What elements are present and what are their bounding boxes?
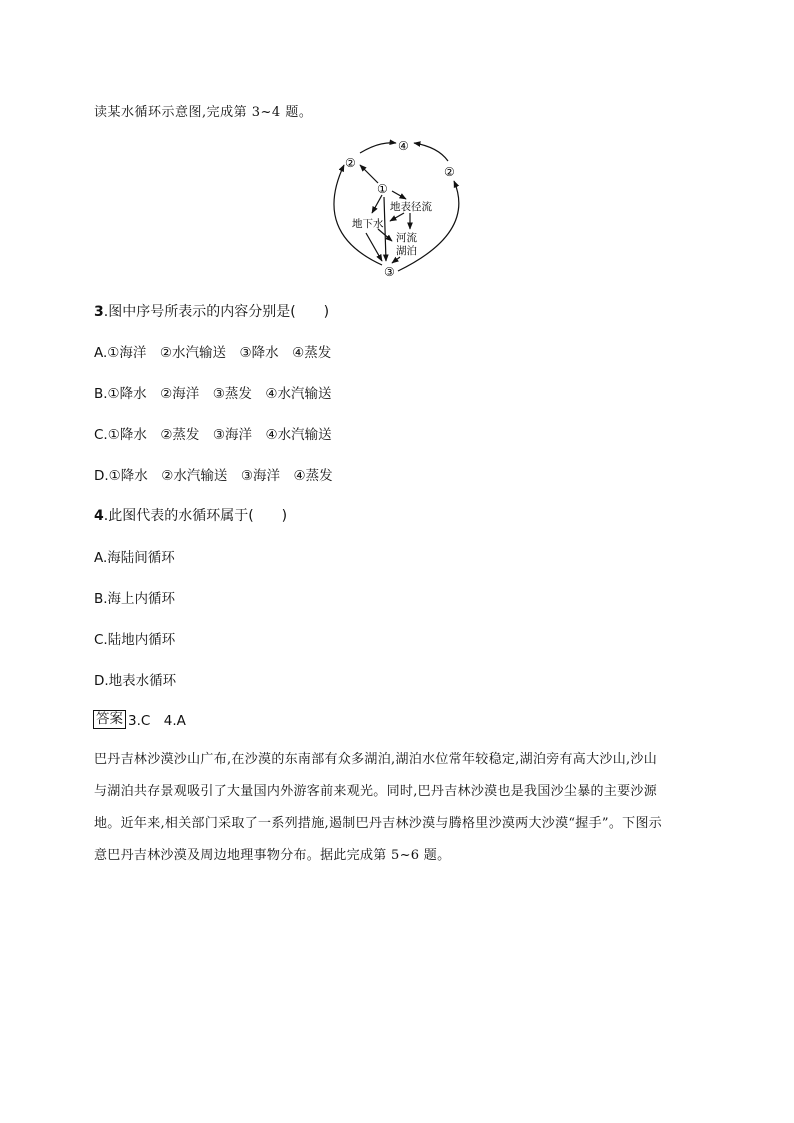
passage-line: 地。近年来,相关部门采取了一系列措施,遏制巴丹吉林沙漠与腾格里沙漠两大沙漠“握手”。下图示 [94,816,663,831]
node-left-label: ② [345,156,356,170]
question-3-text: .图中序号所表示的内容分别是( ) [103,304,330,320]
answer-label: 答案 [93,710,126,729]
arrow-1-to-groundwater [372,195,382,213]
node-right-label: ② [444,165,455,179]
question-4-option-a: A.海陆间循环 [94,550,175,566]
answer-value: 3.C 4.A [128,713,186,729]
arrow-runoff-to-groundwater [390,213,404,221]
node-center-label: ① [377,182,388,196]
question-4-number: 4 [94,508,104,524]
question-3-option-c: C.①降水 ②蒸发 ③海洋 ④水汽输送 [94,427,332,443]
surface-runoff-label: 地表径流 [390,201,432,213]
groundwater-label: 地下水 [352,218,384,230]
question-3-option-d: D.①降水 ②水汽输送 ③海洋 ④蒸发 [94,468,333,484]
passage-line: 意巴丹吉林沙漠及周边地理事物分布。据此完成第 5~6 题。 [94,848,451,863]
arc-right-2-to-3 [398,181,459,271]
water-cycle-diagram [320,133,480,283]
arrow-1-to-3 [384,197,386,261]
question-4-text: .此图代表的水循环属于( ) [103,508,288,524]
question-3-option-a: A.①海洋 ②水汽输送 ③降水 ④蒸发 [94,345,332,361]
node-bottom-label: ③ [384,265,395,279]
question-3-option-b: B.①降水 ②海洋 ③蒸发 ④水汽输送 [94,386,332,402]
river-label: 河流 [396,232,417,244]
intro-text: 读某水循环示意图,完成第 3~4 题。 [94,105,313,120]
arrow-groundwater-to-3 [366,233,382,261]
question-3-number: 3 [94,304,104,320]
passage-line: 与湖泊共存景观吸引了大量国内外游客前来观光。同时,巴丹吉林沙漠也是我国沙尘暴的主要沙源 [94,784,658,799]
question-4-option-c: C.陆地内循环 [94,632,176,648]
arrow-1-to-runoff [392,191,406,199]
node-top-label: ④ [398,139,409,153]
answer-row [93,709,186,729]
passage-line: 巴丹吉林沙漠沙山广布,在沙漠的东南部有众多湖泊,湖泊水位常年较稳定,湖泊旁有高大沙山,沙山 [94,752,658,767]
arrow-river-to-3 [392,257,400,263]
arc-right-4-to-2 [414,143,448,161]
question-4-option-b: B.海上内循环 [94,591,176,607]
passage [94,744,714,872]
arrow-1-to-2 [360,165,378,183]
question-4-title [94,505,287,525]
lake-label: 湖泊 [396,245,417,257]
arc-left-top-to-4 [360,143,396,153]
question-4-option-d: D.地表水循环 [94,673,177,689]
question-3-title [94,301,329,321]
